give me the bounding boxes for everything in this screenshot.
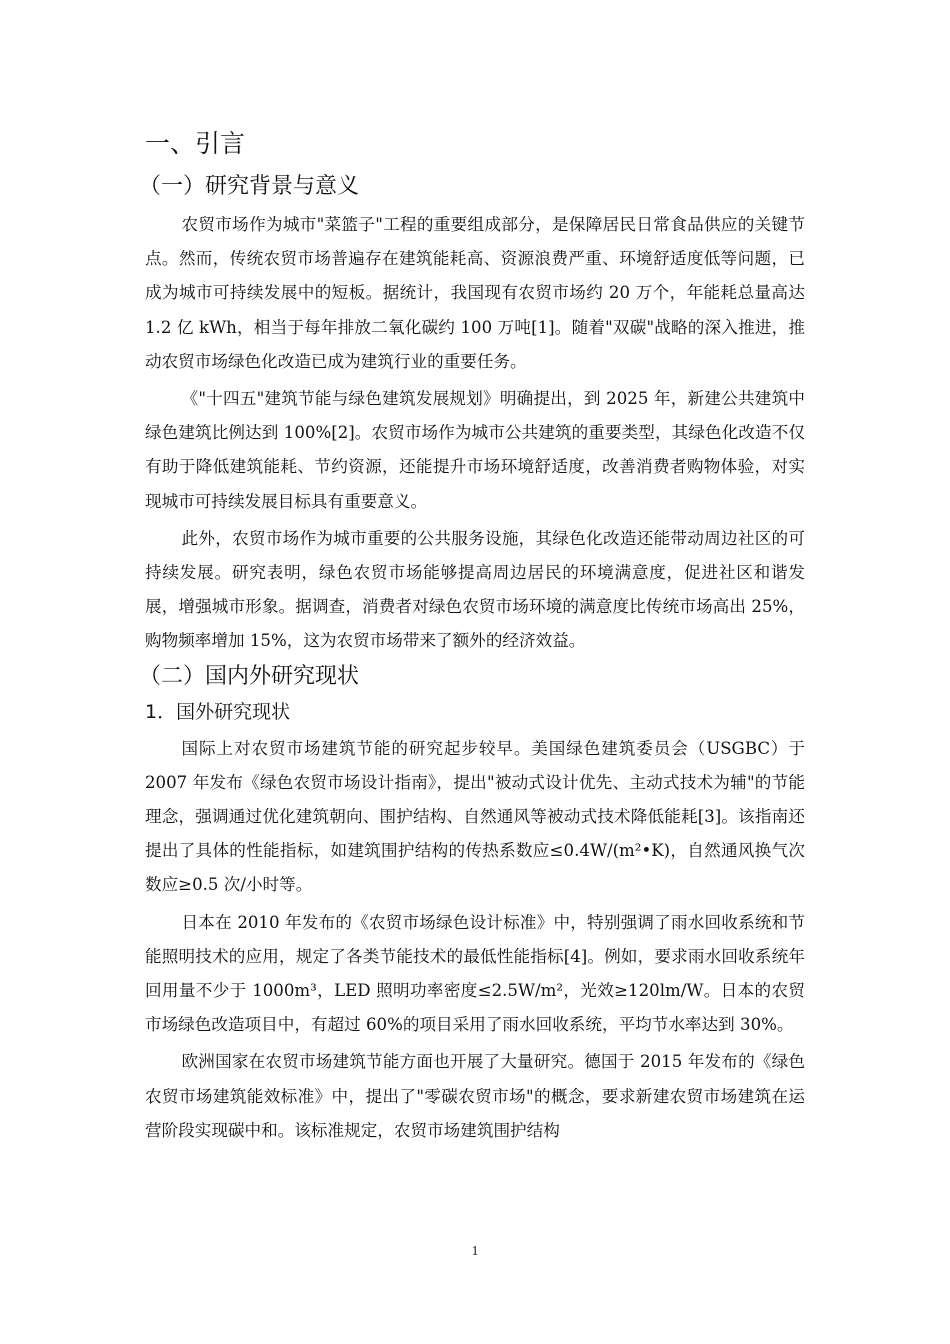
paragraph: 欧洲国家在农贸市场建筑节能方面也开展了大量研究。德国于 2015 年发布的《绿色农贸市场建筑能效标准》中，提出了"零碳农贸市场"的概念，要求新建农贸市场建筑在运营阶段实现碳中和。该标准规定，农贸市场建筑围护结构 [145, 1052, 805, 1140]
chapter-heading: 一、引言 [145, 129, 246, 158]
paragraph: 《"十四五"建筑节能与绿色建筑发展规划》明确提出，到 2025 年，新建公共建筑中绿色建筑比例达到 100%[2]。农贸市场作为城市公共建筑的重要类型，其绿色化改造不仅有助于降低建筑能耗、节约资源，还能提升市场环境舒适度，改善消费者购物体验，对实现城市可持续发展目标具有重要意义。 [145, 389, 805, 511]
page-number: 1 [471, 1244, 479, 1259]
paragraph: 此外，农贸市场作为城市重要的公共服务设施，其绿色化改造还能带动周边社区的可持续发展。研究表明，绿色农贸市场能够提高周边居民的环境满意度，促进社区和谐发展，增强城市形象。据调查，消费者对绿色农贸市场环境的满意度比传统市场高出 25%，购物频率增加 15%，这为农贸市场带来了额外的经济效益。 [145, 528, 805, 651]
paragraph: 农贸市场作为城市"菜篮子"工程的重要组成部分，是保障居民日常食品供应的关键节点。然而，传统农贸市场普遍存在建筑能耗高、资源浪费严重、环境舒适度低等问题，已成为城市可持续发展中的短板。据统计，我国现有农贸市场约 20 万个，年能耗总量高达 1.2 亿 kWh，相当于每年排放二氧化碳约 100 万吨[1]。随着"双碳"战略的深入推进，推动农贸市场绿色化改造已成为建筑行业的重要任务。 [145, 215, 805, 371]
page-content [139, 128, 805, 1151]
subsection-heading-foreign: 1．国外研究现状 [145, 700, 291, 723]
section-heading-background: （一）研究背景与意义 [139, 174, 360, 199]
paragraph: 国际上对农贸市场建筑节能的研究起步较早。美国绿色建筑委员会（USGBC）于 2007 年发布《绿色农贸市场设计指南》，提出"被动式设计优先、主动式技术为辅"的节能理念，强调通过优化建筑朝向、围护结构、自然通风等被动式技术降低能耗[3]。该指南还提出了具体的性能指标，如建筑围护结构的传热系数应≤0.4W/(m²•K)，自然通风换气次数应≥0.5 次/小时等。 [145, 738, 805, 895]
paragraph: 日本在 2010 年发布的《农贸市场绿色设计标准》中，特别强调了雨水回收系统和节能照明技术的应用，规定了各类节能技术的最低性能指标[4]。例如，要求雨水回收系统年回用量不少于 1000m³，LED 照明功率密度≤2.5W/m²，光效≥120lm/W。日本的农贸市场绿色改造项目中，有超过 60%的项目采用了雨水回收系统，平均节水率达到 30%。 [145, 912, 805, 1035]
section-heading-research-status: （二）国内外研究现状 [139, 663, 360, 689]
